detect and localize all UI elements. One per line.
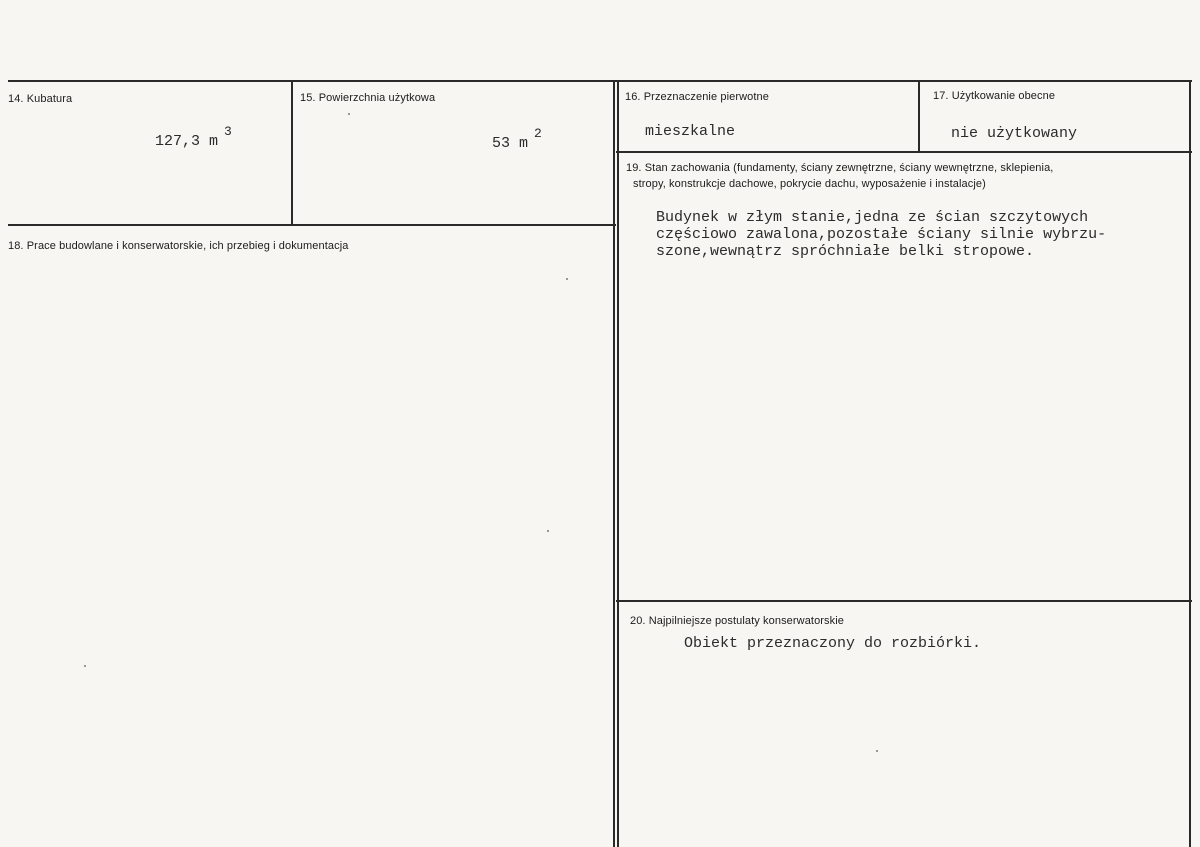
field-15-label: 15. Powierzchnia użytkowa xyxy=(300,92,436,104)
paper-speck xyxy=(84,665,86,667)
field-15-value xyxy=(492,126,542,152)
field-19-line-1: Budynek w złym stanie,jedna ze ścian szczytowych xyxy=(656,209,1089,226)
paper-speck xyxy=(348,113,350,115)
field-17-value: nie użytkowany xyxy=(951,125,1078,142)
field-14-value xyxy=(155,124,232,150)
column-divider-14-15 xyxy=(291,80,293,226)
field-15-exponent: 2 xyxy=(534,126,542,141)
field-15-value-text: 53 m xyxy=(492,135,529,152)
field-14-exponent: 3 xyxy=(224,124,232,139)
field-14-label: 14. Kubatura xyxy=(8,93,73,105)
field-19-value xyxy=(656,209,1106,260)
right-border-line xyxy=(1189,80,1191,847)
field-19-line-3: szone,wewnątrz spróchniałe belki stropowe. xyxy=(656,243,1035,260)
row-divider-right-bottom xyxy=(616,600,1192,602)
column-divider-main xyxy=(613,80,615,847)
column-divider-main-inner xyxy=(617,80,619,847)
row-divider-right-top xyxy=(616,151,1192,153)
field-19-label-line1: 19. Stan zachowania (fundamenty, ściany zewnętrzne, ściany wewnętrzne, sklepienia, xyxy=(626,162,1054,174)
field-16-label: 16. Przeznaczenie pierwotne xyxy=(625,91,769,103)
paper-speck xyxy=(876,750,878,752)
field-20-label: 20. Najpilniejsze postulaty konserwatorskie xyxy=(630,615,845,627)
paper-speck xyxy=(547,530,549,532)
field-14-value-text: 127,3 m xyxy=(155,133,219,150)
column-divider-16-17 xyxy=(918,80,920,153)
field-18-label: 18. Prace budowlane i konserwatorskie, ich przebieg i dokumentacja xyxy=(8,240,349,252)
field-17-label: 17. Użytkowanie obecne xyxy=(933,90,1056,102)
field-19-label-line2: stropy, konstrukcje dachowe, pokrycie dachu, wyposażenie i instalacje) xyxy=(633,178,986,190)
row-divider-left xyxy=(8,224,616,226)
field-16-value: mieszkalne xyxy=(645,123,736,140)
field-19-line-2: częściowo zawalona,pozostałe ściany silnie wybrzu- xyxy=(656,226,1107,243)
top-border-line xyxy=(8,80,1192,82)
paper-speck xyxy=(566,278,568,280)
field-20-value: Obiekt przeznaczony do rozbiórki. xyxy=(684,635,982,652)
